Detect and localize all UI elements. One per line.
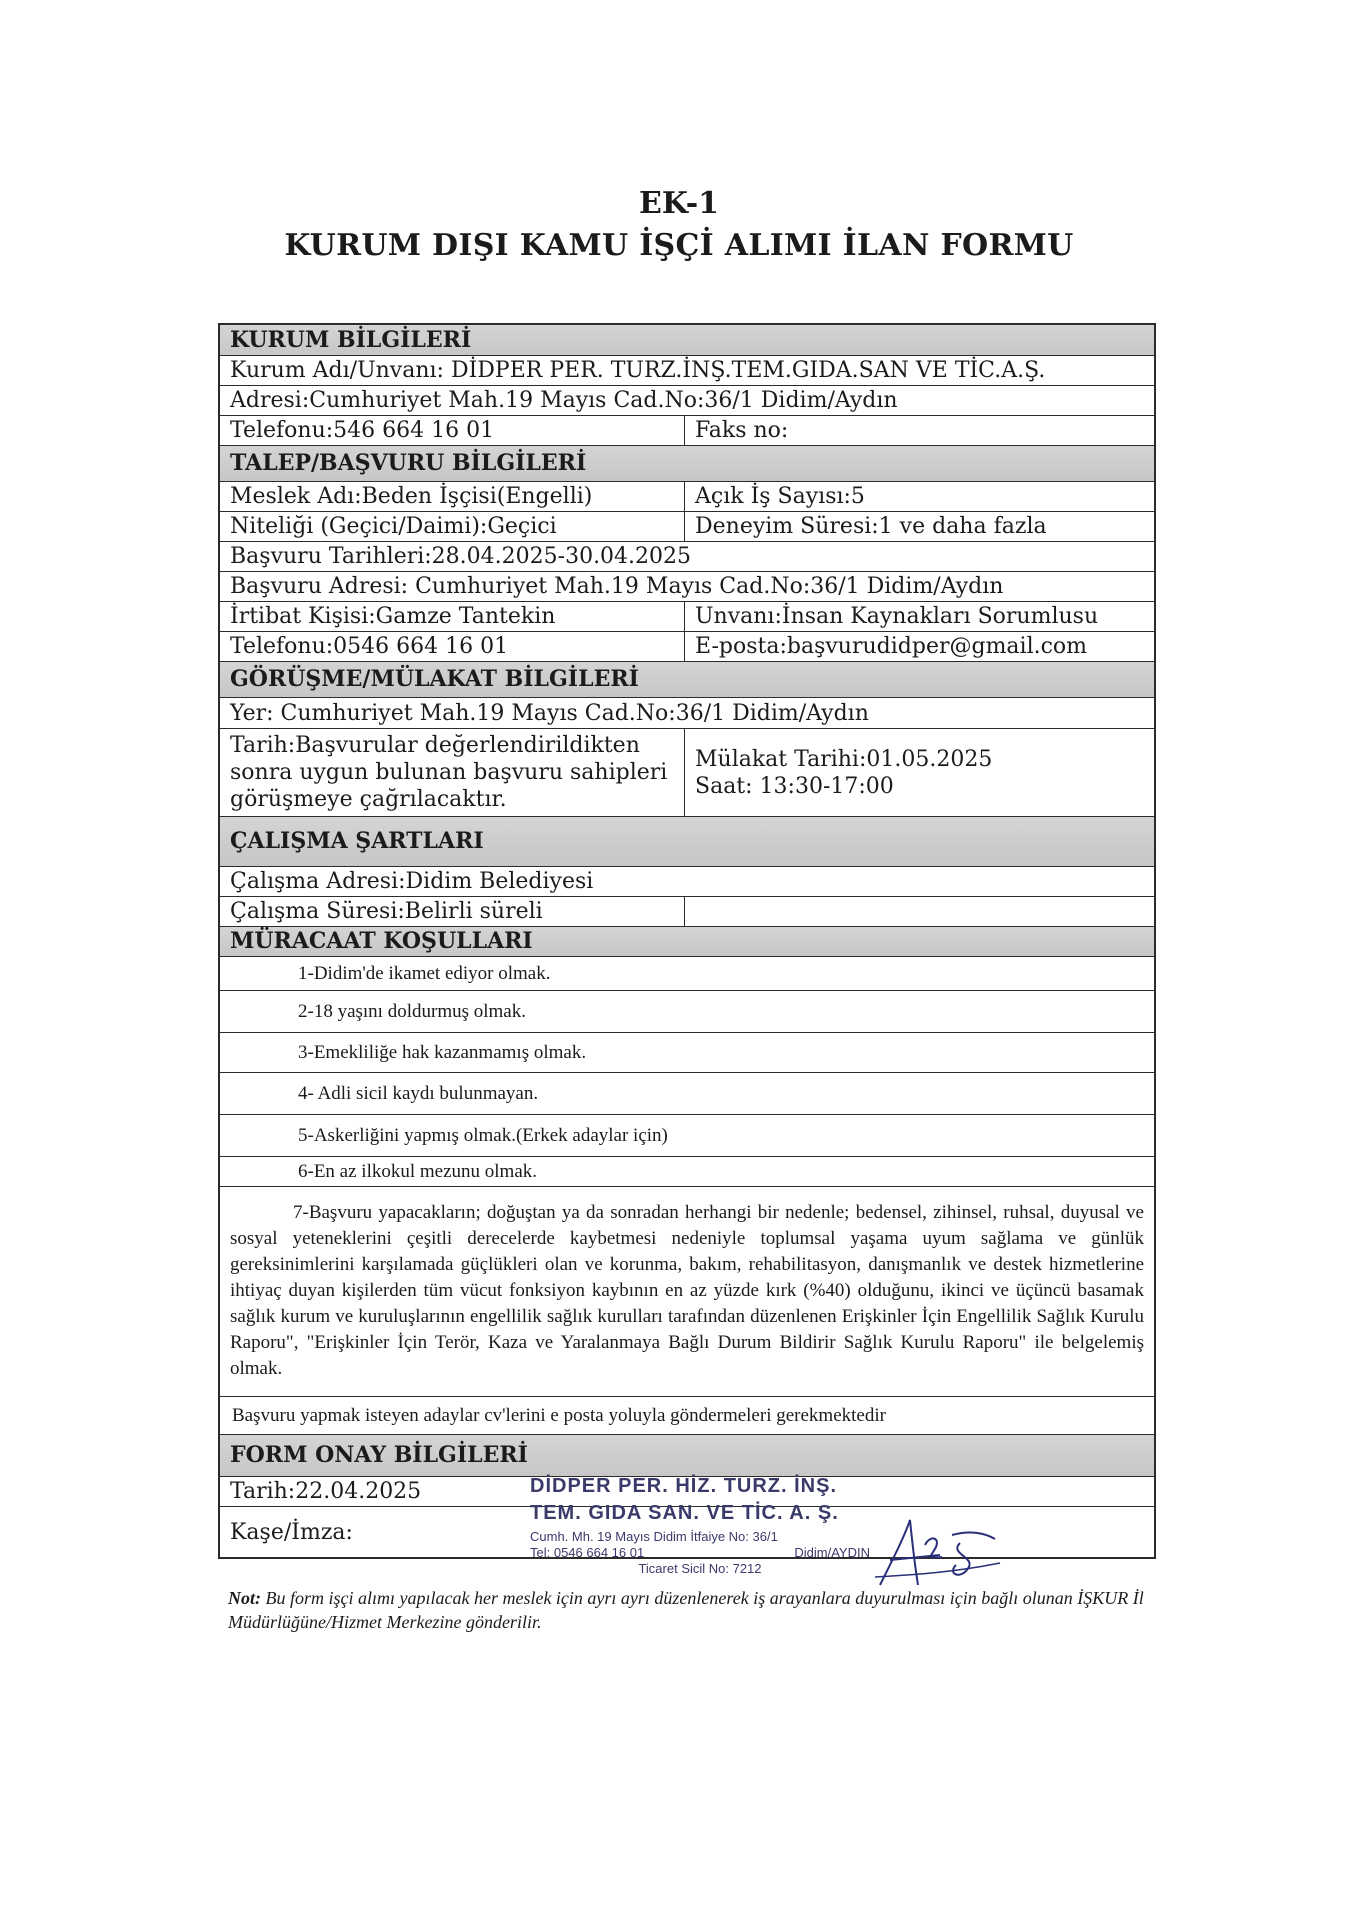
stamp-signature-label: Kaşe/İmza: — [230, 1519, 353, 1545]
row-kurum-contact — [220, 416, 1154, 446]
interview-schedule — [685, 729, 1154, 816]
experience-duration: Deneyim Süresi:1 ve daha fazla — [695, 514, 1047, 539]
row-nitelik — [220, 512, 1154, 542]
row-meslek — [220, 482, 1154, 512]
company-stamp — [530, 1475, 870, 1576]
condition-row — [220, 1157, 1154, 1187]
page-title: KURUM DIŞI KAMU İŞÇİ ALIMI İLAN FORMU — [284, 228, 1074, 263]
section-muracaat — [220, 927, 1154, 957]
work-duration: Çalışma Süresi:Belirli süreli — [220, 897, 685, 926]
section-heading: MÜRACAAT KOŞULLARI — [230, 928, 533, 954]
empty-cell — [685, 897, 1154, 926]
section-heading: FORM ONAY BİLGİLERİ — [230, 1442, 528, 1468]
work-address: Çalışma Adresi:Didim Belediyesi — [230, 869, 594, 894]
row-tarihler — [220, 542, 1154, 572]
institution-phone: Telefonu:546 664 16 01 — [220, 416, 685, 445]
condition-row — [220, 1115, 1154, 1157]
row-calisma-sure — [220, 897, 1154, 927]
condition-item: 2-18 yaşını doldurmuş olmak. — [298, 1001, 526, 1022]
row-mulakat — [220, 729, 1154, 817]
row-iletisim — [220, 632, 1154, 662]
condition-item: 6-En az ilkokul mezunu olmak. — [298, 1161, 538, 1182]
row-basvuru-notu — [220, 1397, 1154, 1435]
condition-row — [220, 957, 1154, 991]
stamp-line-5: Ticaret Sicil No: 7212 — [638, 1561, 762, 1576]
section-heading: TALEP/BAŞVURU BİLGİLERİ — [230, 450, 587, 476]
condition-row — [220, 1073, 1154, 1115]
interview-location: Yer: Cumhuriyet Mah.19 Mayıs Cad.No:36/1 Didim/Aydın — [230, 700, 869, 726]
section-heading: KURUM BİLGİLERİ — [230, 326, 472, 353]
annex-label: EK-1 — [638, 186, 720, 221]
stamp-phone: Tel: 0546 664 16 01 — [530, 1545, 645, 1560]
stamp-line-2: TEM. GIDA SAN. VE TİC. A. Ş. — [530, 1502, 839, 1524]
section-onay — [220, 1435, 1154, 1477]
row-irtibat — [220, 602, 1154, 632]
profession-name: Meslek Adı:Beden İşçisi(Engelli) — [220, 482, 685, 511]
institution-fax: Faks no: — [695, 418, 789, 443]
institution-name: Kurum Adı/Unvanı: DİDPER PER. TURZ.İNŞ.TEM.GIDA.SAN VE TİC.A.Ş. — [230, 358, 1046, 383]
approval-date: Tarih:22.04.2025 — [230, 1479, 422, 1504]
condition-row — [220, 1033, 1154, 1073]
announcement-form — [218, 323, 1156, 1559]
section-heading: GÖRÜŞME/MÜLAKAT BİLGİLERİ — [230, 666, 639, 692]
contact-title: Unvanı:İnsan Kaynakları Sorumlusu — [695, 604, 1099, 629]
application-instruction: Başvuru yapmak isteyen adaylar cv'lerini e posta yoluyla göndermeleri gerekmektedir — [232, 1405, 886, 1426]
application-address: Başvuru Adresi: Cumhuriyet Mah.19 Mayıs Cad.No:36/1 Didim/Aydın — [230, 574, 1004, 599]
interview-date-note: Tarih:Başvurular değerlendirildikten sonra uygun bulunan başvuru sahipleri görüşmeye çağrılacaktır. — [220, 729, 685, 816]
condition-item: 3-Emekliliğe hak kazanmamış olmak. — [298, 1042, 587, 1063]
contact-phone: Telefonu:0546 664 16 01 — [220, 632, 685, 661]
row-kurum-address — [220, 386, 1154, 416]
stamp-line-3: Cumh. Mh. 19 Mayıs Didim İtfaiye No: 36/1 — [530, 1529, 778, 1544]
row-calisma-adres — [220, 867, 1154, 897]
note-label: Not: — [228, 1588, 261, 1608]
application-dates: Başvuru Tarihleri:28.04.2025-30.04.2025 — [230, 544, 692, 569]
open-positions: Açık İş Sayısı:5 — [695, 484, 865, 509]
position-type: Niteliği (Geçici/Daimi):Geçici — [220, 512, 685, 541]
stamp-line-4 — [530, 1545, 870, 1560]
interview-date: Mülakat Tarihi:01.05.2025 — [695, 746, 993, 772]
section-calisma — [220, 817, 1154, 867]
section-gorusme — [220, 662, 1154, 698]
condition-row — [220, 991, 1154, 1033]
interview-time: Saat: 13:30-17:00 — [695, 773, 894, 799]
condition-item: 5-Askerliğini yapmış olmak.(Erkek adaylar için) — [298, 1125, 668, 1146]
row-kurum-name — [220, 356, 1154, 386]
section-heading: ÇALIŞMA ŞARTLARI — [230, 828, 484, 854]
stamp-city: Didim/AYDIN — [794, 1545, 870, 1560]
condition-item: 1-Didim'de ikamet ediyor olmak. — [298, 963, 551, 984]
note-text: Bu form işçi alımı yapılacak her meslek için ayrı ayrı düzenlenerek iş arayanlara duyurulması için bağlı olunan İŞKUR İl Müdürlüğüne/Hizmet Merkezine gönderilir. — [228, 1588, 1144, 1632]
section-talep — [220, 446, 1154, 482]
stamp-line-1: DİDPER PER. HİZ. TURZ. İNŞ. — [530, 1475, 838, 1497]
contact-person: İrtibat Kişisi:Gamze Tantekin — [220, 602, 685, 631]
institution-address: Adresi:Cumhuriyet Mah.19 Mayıs Cad.No:36/1 Didim/Aydın — [230, 388, 898, 413]
row-yer — [220, 698, 1154, 729]
footer-note — [228, 1586, 1168, 1634]
section-kurum — [220, 325, 1154, 356]
condition-row-7 — [220, 1187, 1154, 1397]
condition-item: 4- Adli sicil kaydı bulunmayan. — [298, 1083, 539, 1104]
signature-icon — [870, 1515, 1010, 1595]
condition-item-7: 7-Başvuru yapacakların; doğuştan ya da sonradan herhangi bir nedenle; bedensel, zihinsel, ruhsal, duyusal ve sosyal yeteneklerini çeşitli derecelerde kaybetmesi nedeniyle toplumsal yaşama uyum sağlama ve günlük gereksinimlerini karşılamada güçlükleri olan ve korunma, bakım, rehabilitasyon, danışmanlık ve destek hizmetlerine ihtiyaç duyan kişilerden tüm vücut fonksiyon kaybının en az yüzde kırk (%40) olduğunu, ikinci ve üçüncü basamak sağlık kurum ve kuruluşlarının engellilik sağlık kurulları tarafından düzenlenen Erişkinler İçin Engellilik Sağlık Kurulu Raporu", "Erişkinler İçin Terör, Kaza ve Yaralanmaya Bağlı Durum Bildirir Sağlık Kurulu Raporu" ile belgelemiş olmak. — [230, 1201, 1144, 1379]
row-basvuru-adresi — [220, 572, 1154, 602]
contact-email: E-posta:başvurudidper@gmail.com — [695, 634, 1088, 659]
